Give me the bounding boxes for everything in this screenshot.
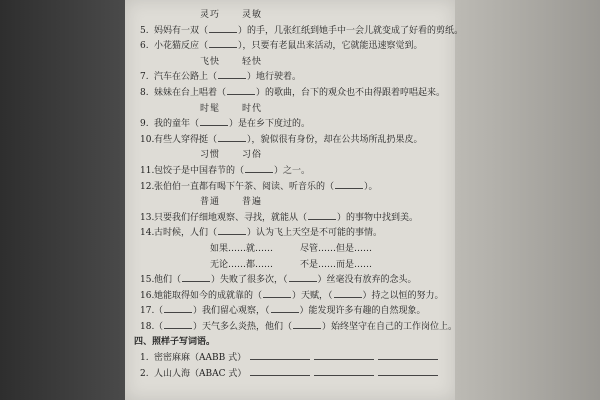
sentence-7: 7. 汽车在公路上（ ）地行驶着。 [140, 72, 302, 83]
conjunction-options: 如果……就…… 尽管……但是…… [210, 243, 373, 254]
word-pattern-2: 2. 人山人海（ABAC 式） [140, 367, 450, 383]
sentence-16: 16.她能取得如今的成就靠的（ ）天赋，（ ）持之以恒的努力。 [140, 290, 444, 301]
sentence-18: 18.（ ）天气多么炎热，他们（ ）始终坚守在自己的工作岗位上。 [140, 321, 458, 332]
word-pair: 飞快 轻快 [200, 56, 263, 67]
word-pair: 习惯 习俗 [200, 150, 263, 161]
conjunction-options: 无论……都…… 不是……而是…… [210, 259, 373, 270]
sentence-11: 11.包饺子是中国春节的（ ）之一。 [140, 165, 311, 176]
worksheet-content [134, 8, 464, 382]
sentence-15: 15.他们（ ）失败了很多次，（ ）丝毫没有放弃的念头。 [140, 275, 417, 286]
sentence-17: 17.（ ）我们留心观察，（ ）能发现许多有趣的自然现象。 [140, 306, 426, 317]
sentence-14: 14.古时候，人们（ ）认为飞上天空是不可能的事情。 [140, 228, 383, 239]
page-edge-right [455, 0, 600, 400]
sentence-6: 6. 小花猫反应（ ），只要有老鼠出来活动，它就能迅速察觉到。 [140, 41, 423, 52]
background-left [0, 0, 125, 400]
word-pair: 时髦 时代 [200, 103, 263, 114]
sentence-13: 13.只要我们仔细地观察、寻找，就能从（ ）的事物中找到美。 [140, 212, 419, 223]
sentence-9: 9. 我的童年（ ）是在乡下度过的。 [140, 119, 311, 130]
sentence-12: 12.张伯伯一直都有喝下午茶、阅读、听音乐的（ ）。 [140, 181, 378, 192]
sentence-8: 8. 妹妹在台上唱着（ ）的歌曲，台下的观众也不由得跟着哼唱起来。 [140, 87, 446, 98]
word-pattern-1: 1. 密密麻麻（AABB 式） [140, 351, 450, 367]
word-pair: 普通 普遍 [200, 197, 263, 208]
sentence-10: 10.有些人穿得挺（ ），貌似很有身份，却在公共场所乱扔果皮。 [140, 134, 423, 145]
section-title: 四、照样子写词语。 [134, 337, 216, 348]
sentence-5: 5. 妈妈有一双（ ）的手，几张红纸到她手中一会儿就变成了好看的剪纸。 [140, 25, 464, 36]
word-pair: 灵巧 灵敏 [200, 10, 263, 20]
